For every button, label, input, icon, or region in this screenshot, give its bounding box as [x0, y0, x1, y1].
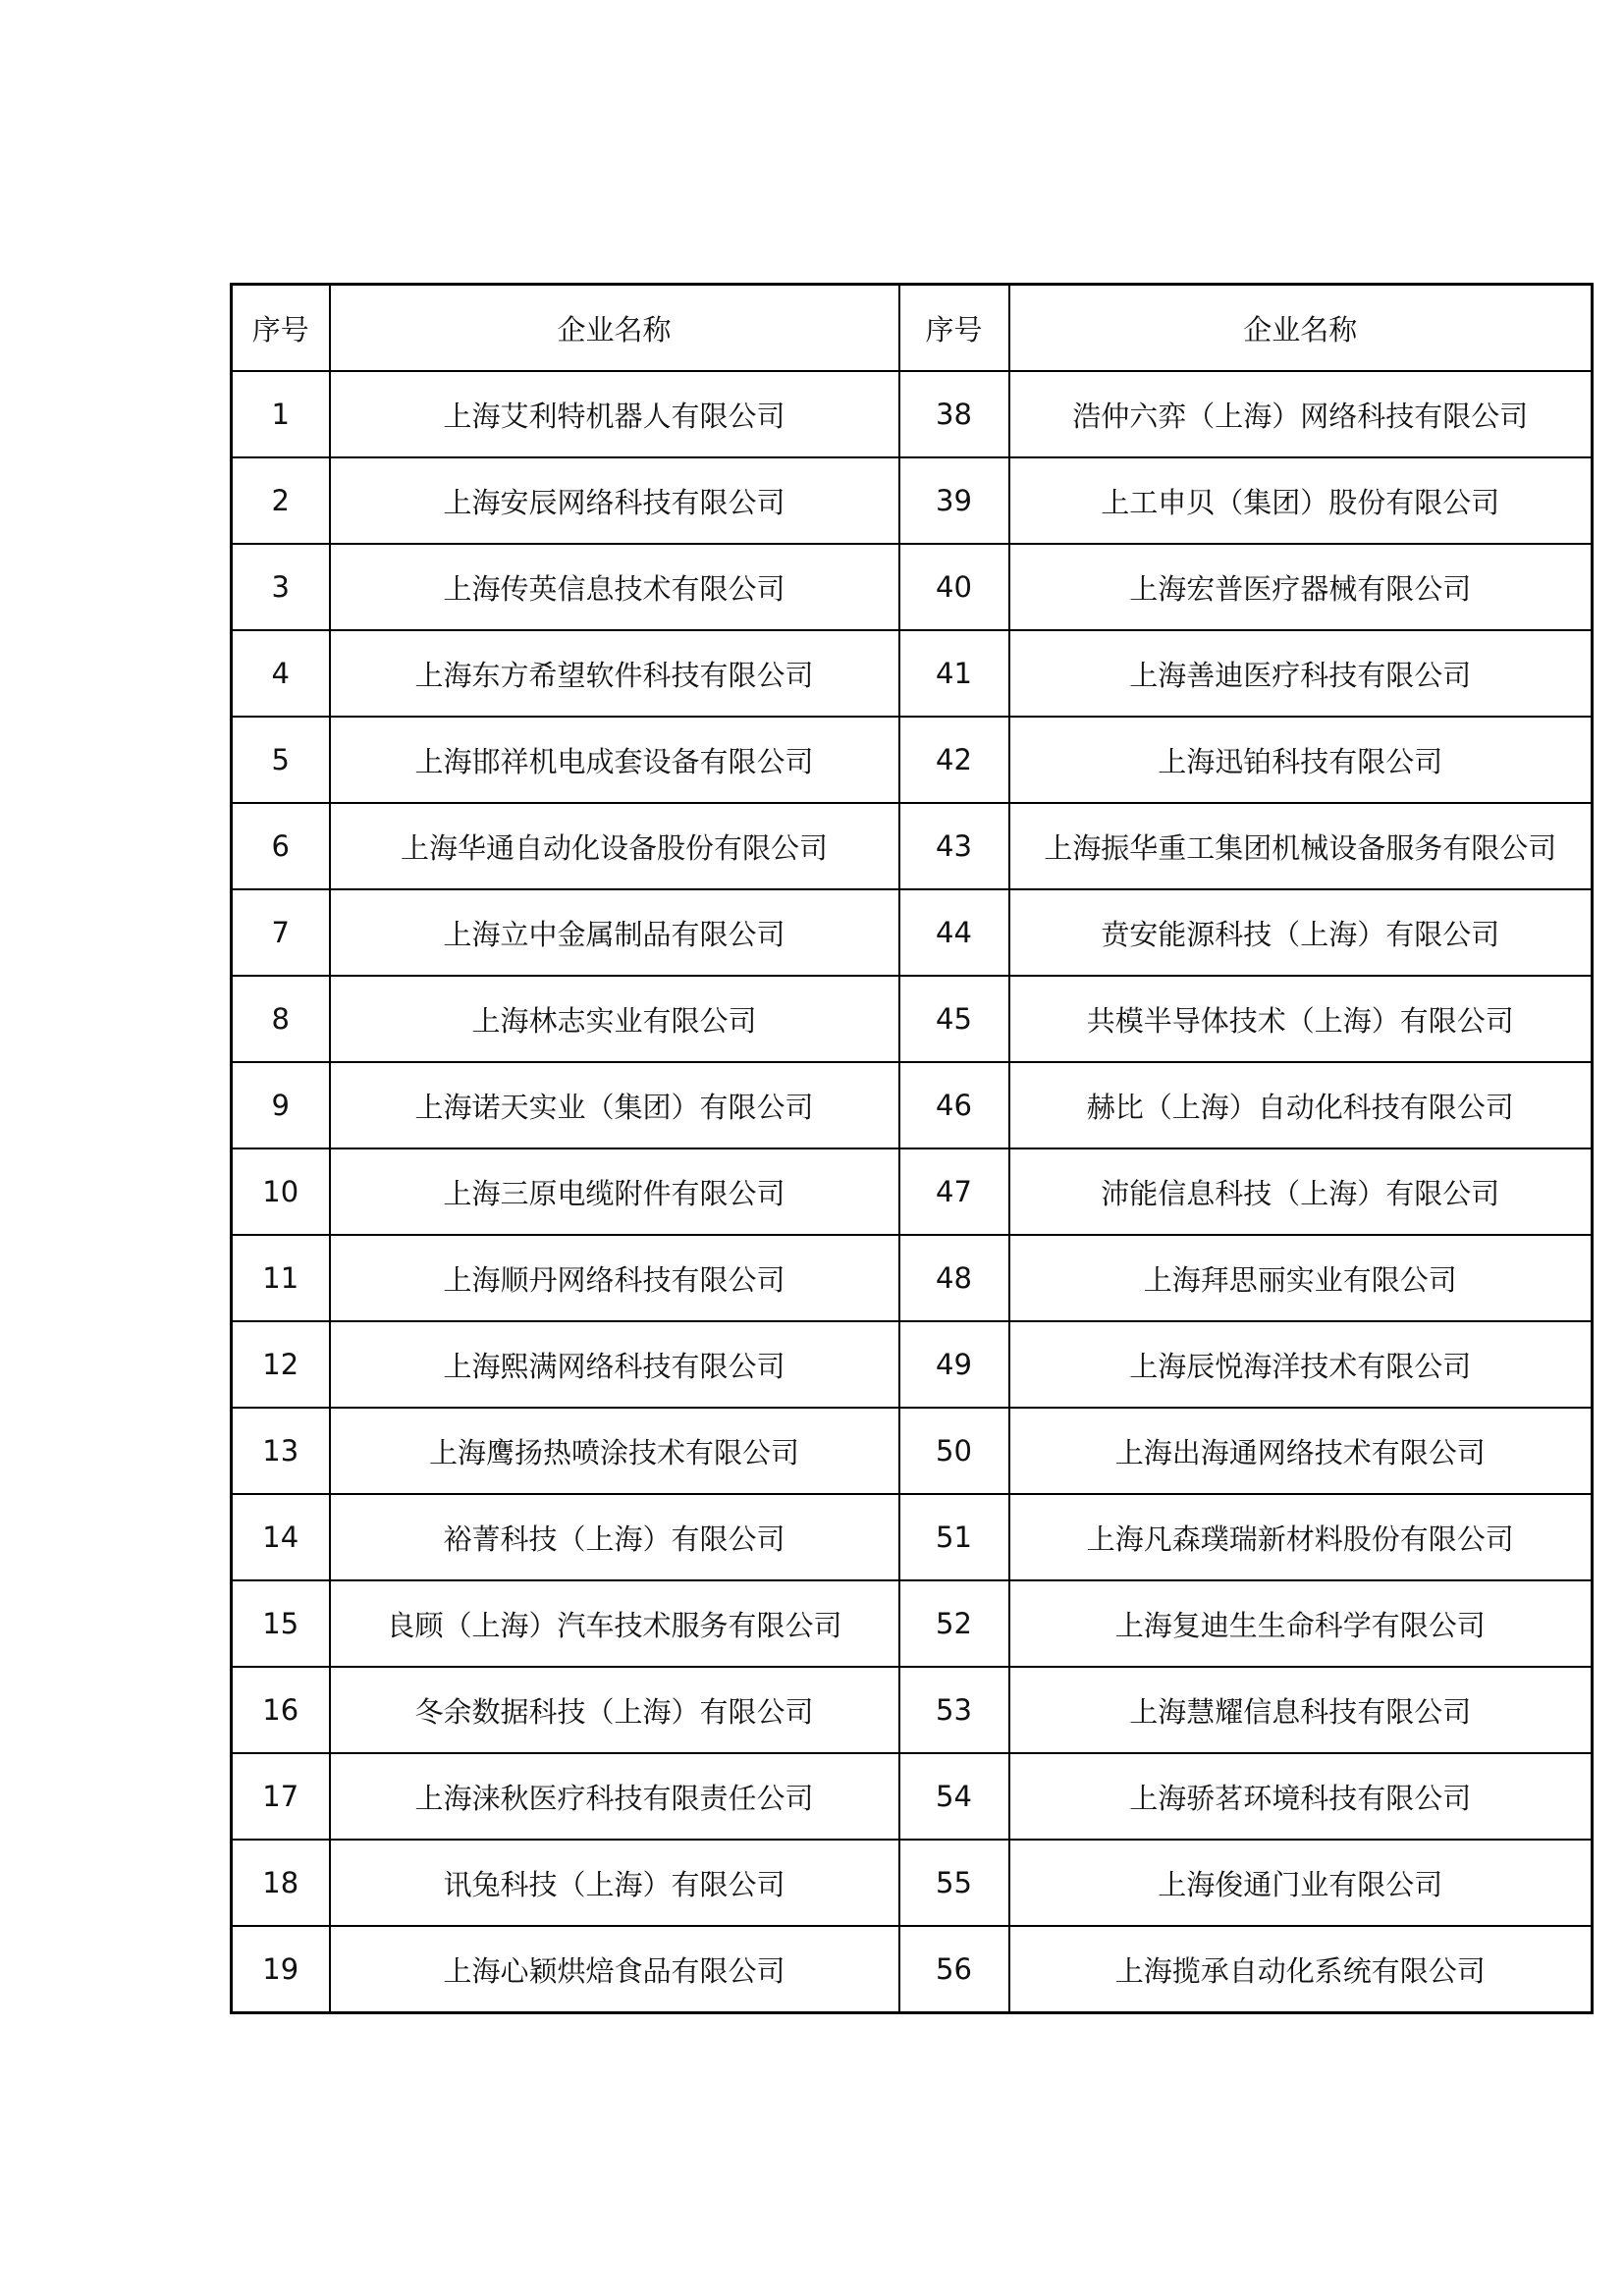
table-row	[232, 1840, 1593, 1926]
cell-company-name-left: 上海东方希望软件科技有限公司	[330, 630, 899, 717]
cell-company-name-right: 上海出海通网络技术有限公司	[1009, 1408, 1593, 1494]
cell-serial-right: 40	[899, 544, 1009, 630]
cell-serial-left: 5	[232, 717, 330, 803]
cell-serial-left: 12	[232, 1321, 330, 1408]
table-row	[232, 1148, 1593, 1235]
cell-serial-right: 49	[899, 1321, 1009, 1408]
table-body	[232, 371, 1593, 2013]
cell-serial-right: 42	[899, 717, 1009, 803]
cell-company-name-left: 上海熙满网络科技有限公司	[330, 1321, 899, 1408]
table-row	[232, 1408, 1593, 1494]
cell-serial-right: 56	[899, 1926, 1009, 2013]
cell-company-name-left: 上海诺天实业（集团）有限公司	[330, 1062, 899, 1148]
cell-company-name-left: 上海三原电缆附件有限公司	[330, 1148, 899, 1235]
cell-serial-left: 11	[232, 1235, 330, 1321]
cell-serial-left: 10	[232, 1148, 330, 1235]
cell-company-name-left: 上海艾利特机器人有限公司	[330, 371, 899, 457]
cell-company-name-right: 上海慧耀信息科技有限公司	[1009, 1667, 1593, 1753]
cell-company-name-right: 上海俊通门业有限公司	[1009, 1840, 1593, 1926]
table-row	[232, 457, 1593, 544]
cell-company-name-right: 上海凡森璞瑞新材料股份有限公司	[1009, 1494, 1593, 1580]
table-row	[232, 1494, 1593, 1580]
cell-company-name-left: 上海华通自动化设备股份有限公司	[330, 803, 899, 889]
header-serial-left: 序号	[232, 285, 330, 372]
cell-serial-left: 15	[232, 1580, 330, 1667]
cell-company-name-left: 上海邯祥机电成套设备有限公司	[330, 717, 899, 803]
cell-company-name-right: 上海迅铂科技有限公司	[1009, 717, 1593, 803]
header-company-name-right: 企业名称	[1009, 285, 1593, 372]
cell-company-name-left: 上海立中金属制品有限公司	[330, 889, 899, 976]
cell-serial-right: 43	[899, 803, 1009, 889]
cell-serial-left: 4	[232, 630, 330, 717]
cell-company-name-right: 上海复迪生生命科学有限公司	[1009, 1580, 1593, 1667]
cell-serial-left: 8	[232, 976, 330, 1062]
header-company-name-left: 企业名称	[330, 285, 899, 372]
cell-company-name-left: 讯兔科技（上海）有限公司	[330, 1840, 899, 1926]
cell-serial-right: 51	[899, 1494, 1009, 1580]
table-row	[232, 1235, 1593, 1321]
table-row	[232, 1753, 1593, 1840]
cell-company-name-right: 赫比（上海）自动化科技有限公司	[1009, 1062, 1593, 1148]
table-row	[232, 1580, 1593, 1667]
cell-serial-right: 46	[899, 1062, 1009, 1148]
cell-company-name-left: 上海鹰扬热喷涂技术有限公司	[330, 1408, 899, 1494]
cell-serial-right: 48	[899, 1235, 1009, 1321]
cell-serial-left: 7	[232, 889, 330, 976]
cell-company-name-right: 沛能信息科技（上海）有限公司	[1009, 1148, 1593, 1235]
cell-company-name-left: 上海传英信息技术有限公司	[330, 544, 899, 630]
cell-serial-right: 54	[899, 1753, 1009, 1840]
cell-serial-right: 38	[899, 371, 1009, 457]
cell-company-name-right: 上海宏普医疗器械有限公司	[1009, 544, 1593, 630]
cell-company-name-right: 上海骄茗环境科技有限公司	[1009, 1753, 1593, 1840]
table-header-row	[232, 285, 1593, 372]
cell-company-name-right: 上海拜思丽实业有限公司	[1009, 1235, 1593, 1321]
table-row	[232, 1321, 1593, 1408]
cell-serial-left: 19	[232, 1926, 330, 2013]
cell-company-name-left: 上海涞秋医疗科技有限责任公司	[330, 1753, 899, 1840]
cell-company-name-right: 贲安能源科技（上海）有限公司	[1009, 889, 1593, 976]
table-row	[232, 976, 1593, 1062]
cell-company-name-left: 上海林志实业有限公司	[330, 976, 899, 1062]
cell-company-name-left: 裕菁科技（上海）有限公司	[330, 1494, 899, 1580]
cell-serial-left: 14	[232, 1494, 330, 1580]
cell-company-name-left: 上海顺丹网络科技有限公司	[330, 1235, 899, 1321]
cell-serial-right: 44	[899, 889, 1009, 976]
cell-serial-right: 53	[899, 1667, 1009, 1753]
table-row	[232, 544, 1593, 630]
cell-serial-left: 3	[232, 544, 330, 630]
cell-serial-left: 17	[232, 1753, 330, 1840]
cell-serial-right: 52	[899, 1580, 1009, 1667]
cell-serial-left: 1	[232, 371, 330, 457]
cell-company-name-right: 共模半导体技术（上海）有限公司	[1009, 976, 1593, 1062]
cell-serial-left: 9	[232, 1062, 330, 1148]
cell-company-name-right: 浩仲六弈（上海）网络科技有限公司	[1009, 371, 1593, 457]
cell-serial-left: 16	[232, 1667, 330, 1753]
cell-company-name-right: 上海辰悦海洋技术有限公司	[1009, 1321, 1593, 1408]
table-row	[232, 1926, 1593, 2013]
table-row	[232, 630, 1593, 717]
cell-company-name-right: 上工申贝（集团）股份有限公司	[1009, 457, 1593, 544]
cell-company-name-left: 上海心颖烘焙食品有限公司	[330, 1926, 899, 2013]
cell-serial-left: 18	[232, 1840, 330, 1926]
cell-company-name-right: 上海振华重工集团机械设备服务有限公司	[1009, 803, 1593, 889]
table-row	[232, 717, 1593, 803]
cell-company-name-right: 上海善迪医疗科技有限公司	[1009, 630, 1593, 717]
header-serial-right: 序号	[899, 285, 1009, 372]
table-row	[232, 1062, 1593, 1148]
table-row	[232, 1667, 1593, 1753]
cell-serial-left: 13	[232, 1408, 330, 1494]
cell-serial-right: 39	[899, 457, 1009, 544]
table-row	[232, 889, 1593, 976]
cell-company-name-right: 上海揽承自动化系统有限公司	[1009, 1926, 1593, 2013]
cell-serial-left: 2	[232, 457, 330, 544]
cell-company-name-left: 上海安辰网络科技有限公司	[330, 457, 899, 544]
company-list-table	[230, 283, 1594, 2014]
cell-serial-right: 47	[899, 1148, 1009, 1235]
cell-serial-right: 55	[899, 1840, 1009, 1926]
cell-serial-right: 45	[899, 976, 1009, 1062]
cell-serial-right: 41	[899, 630, 1009, 717]
cell-company-name-left: 良顾（上海）汽车技术服务有限公司	[330, 1580, 899, 1667]
cell-company-name-left: 冬余数据科技（上海）有限公司	[330, 1667, 899, 1753]
table-row	[232, 371, 1593, 457]
table-row	[232, 803, 1593, 889]
cell-serial-left: 6	[232, 803, 330, 889]
cell-serial-right: 50	[899, 1408, 1009, 1494]
